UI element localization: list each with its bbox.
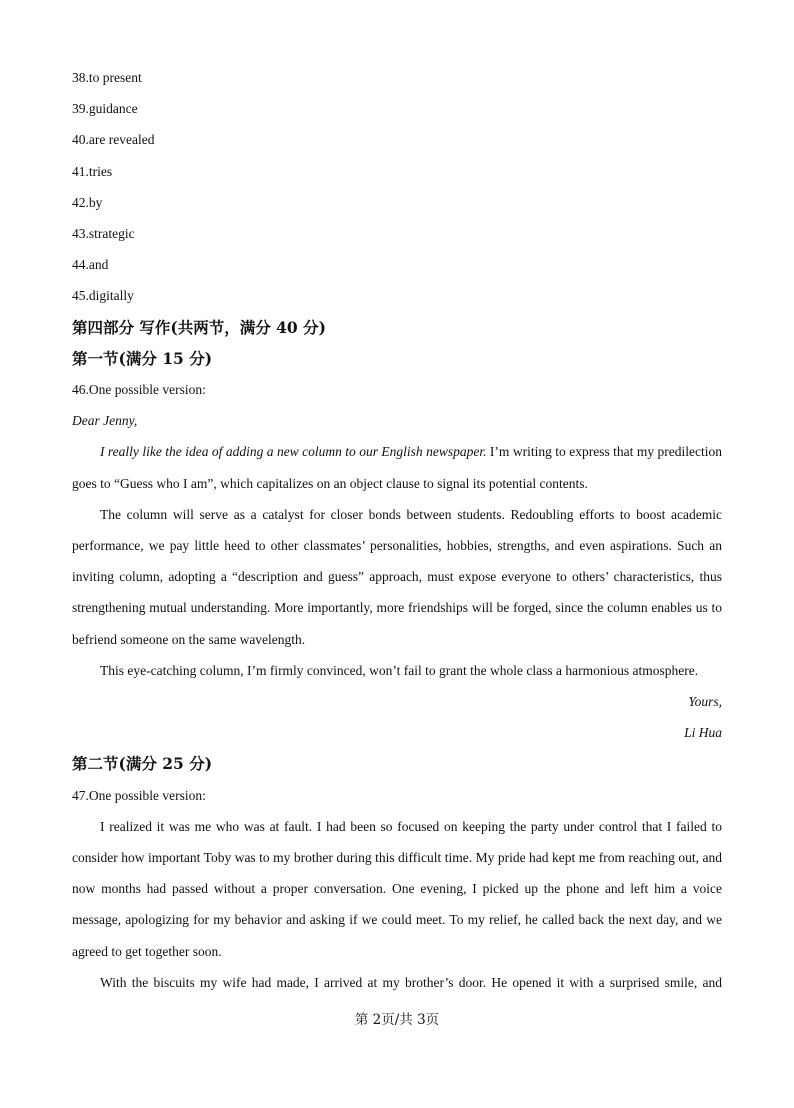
page-footer: 第 2页/共 3页 [354,1012,440,1028]
q47-label: 47.One possible version: [72,787,206,803]
letter-p1-italic: I really like the idea of adding a new column to our English newspaper. [100,444,487,460]
letter-p1-rest: I’m writing to express that my predilection goes to “Guess who I am”, which capitalizes on an object clause to signal its potential contents. [72,444,722,491]
section1-heading: 第一节(满分 15 分) [72,348,213,368]
answer-38: 38.to present [72,70,142,85]
letter-salutation: Dear Jenny, [72,413,138,429]
document-page [72,62,722,998]
q46-label: 46.One possible version: [72,382,206,398]
answer-40: 40.are revealed [72,132,155,148]
story-paragraph-1: I realized it was me who was at fault. I had been so focused on keeping the party under control that I failed to consider how important Toby was to my brother during this difficult time. My pride had kept me from reaching out, and now months had passed without a proper conversation. One evening, I picked up the phone and left him a voice message, apologizing for my behavior and asking if we could meet. To my relief, he called back the next day, and we agreed to get together soon. [72,818,722,959]
story-paragraph-2: With the biscuits my wife had made, I arrived at my brother’s door. He opened it with a surprised smile, and [100,974,722,990]
part4-heading: 第四部分 写作(共两节，满分 40 分) [72,317,326,337]
answer-44: 44.and [72,257,109,273]
answer-45: 45.digitally [72,288,134,304]
answer-39: 39.guidance [72,101,138,117]
letter-closing: Yours, [688,694,722,710]
letter-paragraph-1 [72,436,722,498]
letter-signature: Li Hua [684,725,722,741]
section2-heading: 第二节(满分 25 分) [72,754,213,774]
answer-42: 42.by [72,194,103,210]
answer-43: 43.strategic [72,226,135,242]
letter-paragraph-2: The column will serve as a catalyst for closer bonds between students. Redoubling efforts to boost academic performance, we pay little heed to other classmates’ personalities, hobbies, strengths, and even aspirations. Such an inviting column, adopting a “description and guess” approach, must expose everyone to others’ characteristics, thus strengthening mutual understanding. More importantly, more friendships will be forged, since the column enables us to befriend someone on the same wavelength. [72,506,722,647]
answer-41: 41.tries [72,163,113,179]
letter-paragraph-3: This eye-catching column, I’m firmly convinced, won’t fail to grant the whole class a harmonious atmosphere. [100,662,699,678]
